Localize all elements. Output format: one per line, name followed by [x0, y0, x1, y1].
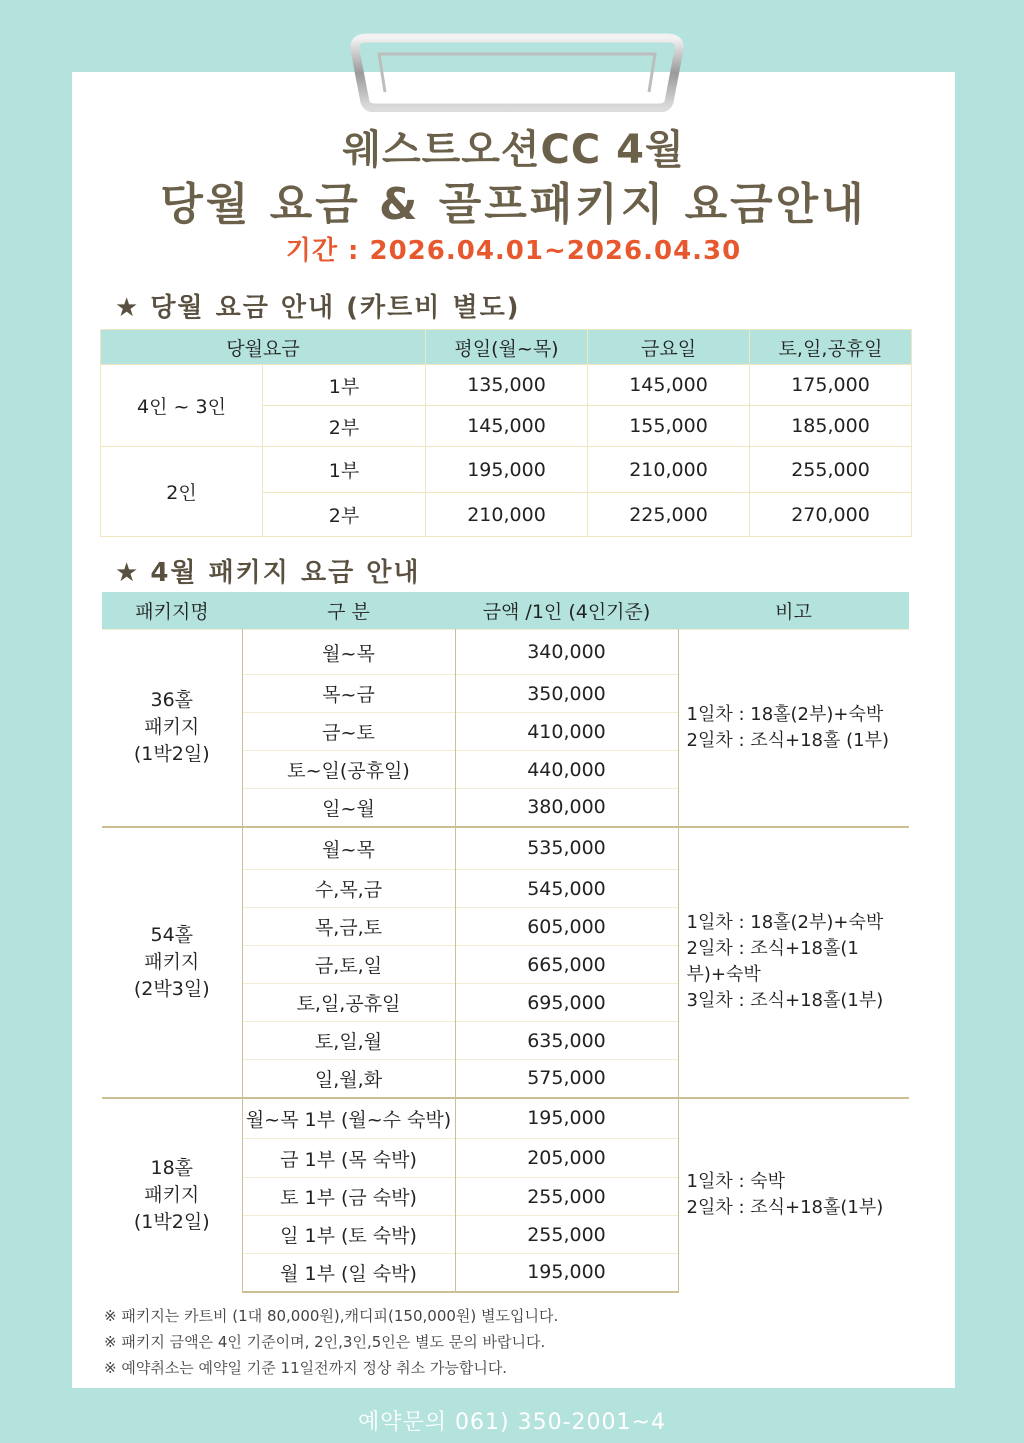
table-row [102, 630, 909, 675]
period-cell: 일,월,화 [242, 1060, 455, 1098]
period-cell: 금~토 [242, 713, 455, 751]
table-row [101, 365, 912, 406]
package-name-line: 패키지 [144, 950, 200, 973]
note-line: 2일차 : 조식+18홀(1부)+숙박 [686, 938, 859, 985]
star-icon: ★ [115, 293, 141, 323]
price-cell: 535,000 [455, 827, 678, 870]
price-cell: 635,000 [455, 1022, 678, 1060]
period-cell: 월 1부 (일 숙박) [242, 1254, 455, 1292]
period-cell: 금 1부 (목 숙박) [242, 1139, 455, 1178]
price-cell: 210,000 [588, 447, 750, 493]
price-cell: 605,000 [455, 908, 678, 946]
table-header: 평일(월~목) [426, 330, 588, 365]
period-cell: 목~금 [242, 675, 455, 713]
price-cell: 185,000 [750, 406, 912, 447]
package-name-line: 패키지 [144, 1183, 200, 1206]
package-name-line: (1박2일) [133, 1210, 210, 1233]
period-cell: 수,목,금 [242, 870, 455, 908]
price-cell: 665,000 [455, 946, 678, 984]
price-cell: 255,000 [455, 1216, 678, 1254]
package-table-body [102, 630, 909, 1292]
price-cell: 155,000 [588, 406, 750, 447]
price-cell: 575,000 [455, 1060, 678, 1098]
price-cell: 135,000 [426, 365, 588, 406]
star-icon: ★ [115, 558, 141, 588]
period-text: 기간 : 2026.04.01~2026.04.30 [285, 236, 742, 266]
package-name-cell [102, 1098, 242, 1292]
price-cell: 195,000 [455, 1098, 678, 1139]
part-cell: 2부 [263, 406, 426, 447]
package-section-title: 4월 패키지 요금 안내 [150, 558, 421, 588]
table-header: 토,일,공휴일 [750, 330, 912, 365]
price-cell: 440,000 [455, 751, 678, 789]
clipboard-clip-icon [345, 32, 690, 112]
monthly-fee-table [100, 329, 912, 537]
period-cell: 월~목 [242, 827, 455, 870]
package-name-line: (2박3일) [133, 977, 210, 1000]
footnote: ※ 패키지 금액은 4인 기준이며, 2인,3인,5인은 별도 문의 바랍니다. [104, 1333, 546, 1351]
note-line: 1일차 : 18홀(2부)+숙박 [686, 912, 884, 933]
table-header: 금액 /1인 (4인기준) [455, 592, 678, 630]
footnote: ※ 예약취소는 예약일 기준 11일전까지 정상 취소 가능합니다. [104, 1359, 508, 1377]
page-title-line2: 당월 요금 & 골프패키지 요금안내 [160, 179, 867, 230]
price-cell: 255,000 [750, 447, 912, 493]
note-line: 2일차 : 조식+18홀 (1부) [686, 729, 889, 751]
monthly-section-title: 당월 요금 안내 (카트비 별도) [150, 293, 521, 323]
period-cell: 월~목 [242, 630, 455, 675]
price-cell: 380,000 [455, 789, 678, 827]
package-name-line: 36홀 [150, 689, 194, 712]
package-name-line: 패키지 [144, 716, 200, 739]
price-cell: 205,000 [455, 1139, 678, 1178]
price-cell: 545,000 [455, 870, 678, 908]
price-cell: 270,000 [750, 493, 912, 537]
monthly-section-heading [115, 287, 521, 324]
part-cell: 1부 [263, 447, 426, 493]
page-title-line1: 웨스트오션CC 4월 [342, 127, 685, 173]
note-cell [678, 630, 909, 827]
part-cell: 1부 [263, 365, 426, 406]
note-cell [678, 827, 909, 1098]
period-cell: 토 1부 (금 숙박) [242, 1178, 455, 1216]
price-cell: 225,000 [588, 493, 750, 537]
package-name-line: 54홀 [150, 923, 194, 946]
table-header: 패키지명 [102, 592, 242, 630]
package-fee-table [102, 592, 909, 1293]
footnote: ※ 패키지는 카트비 (1대 80,000원),캐디피(150,000원) 별도입니다. [104, 1307, 559, 1325]
package-name-line: (1박2일) [133, 743, 210, 766]
table-header: 구 분 [242, 592, 455, 630]
reservation-contact[interactable]: 예약문의 061) 350-2001~4 [358, 1410, 666, 1435]
price-cell: 695,000 [455, 984, 678, 1022]
period-cell: 토~일(공휴일) [242, 751, 455, 789]
period-cell: 월~목 1부 (월~수 숙박) [242, 1098, 455, 1139]
price-cell: 255,000 [455, 1178, 678, 1216]
package-section-heading [115, 552, 421, 589]
group-label: 4인 ~ 3인 [101, 365, 263, 447]
table-header: 비고 [678, 592, 909, 630]
period-cell: 목,금,토 [242, 908, 455, 946]
note-line: 3일차 : 조식+18홀(1부) [686, 990, 884, 1011]
price-cell: 145,000 [588, 365, 750, 406]
table-header: 금요일 [588, 330, 750, 365]
part-cell: 2부 [263, 493, 426, 537]
group-label: 2인 [101, 447, 263, 537]
price-cell: 195,000 [426, 447, 588, 493]
package-name-cell [102, 827, 242, 1098]
period-cell: 토,일,월 [242, 1022, 455, 1060]
period-cell: 금,토,일 [242, 946, 455, 984]
price-cell: 350,000 [455, 675, 678, 713]
table-row [102, 827, 909, 870]
note-line: 1일차 : 18홀(2부)+숙박 [686, 703, 884, 725]
price-cell: 210,000 [426, 493, 588, 537]
note-cell [678, 1098, 909, 1292]
period-cell: 토,일,공휴일 [242, 984, 455, 1022]
package-name-cell [102, 630, 242, 827]
price-cell: 175,000 [750, 365, 912, 406]
price-cell: 340,000 [455, 630, 678, 675]
note-line: 2일차 : 조식+18홀(1부) [686, 1197, 884, 1218]
period-cell: 일~월 [242, 789, 455, 827]
package-name-line: 18홀 [150, 1156, 194, 1179]
price-cell: 195,000 [455, 1254, 678, 1292]
table-header: 당월요금 [101, 330, 426, 365]
period-cell: 일 1부 (토 숙박) [242, 1216, 455, 1254]
price-cell: 410,000 [455, 713, 678, 751]
table-row [101, 447, 912, 493]
note-line: 1일차 : 숙박 [686, 1171, 786, 1192]
table-row [102, 1098, 909, 1139]
price-cell: 145,000 [426, 406, 588, 447]
